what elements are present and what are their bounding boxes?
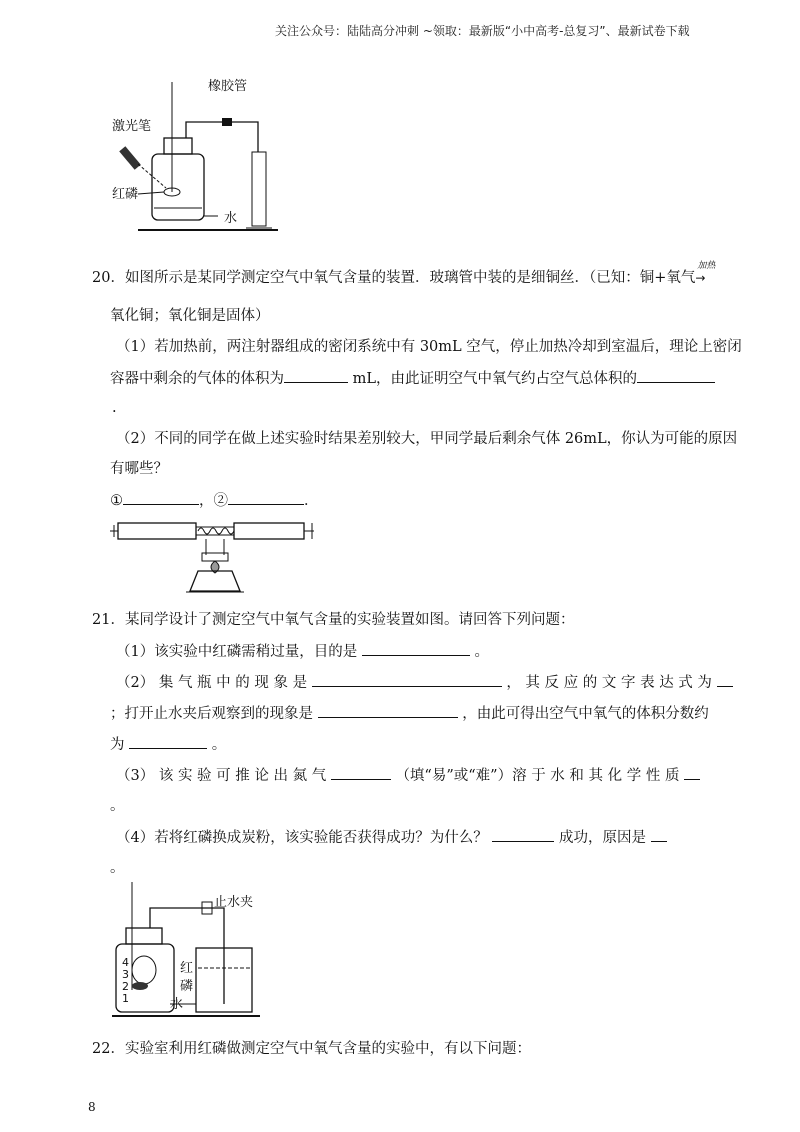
- q20-part2-line2: 有哪些？: [110, 461, 168, 477]
- q21-part2-line2: [110, 703, 709, 724]
- q21-blank-property[interactable]: [684, 765, 700, 780]
- q21-part4-b: 成功，原因是: [558, 830, 646, 846]
- q20-arrow: →: [695, 271, 706, 285]
- label-rubber-tube: 橡胶管: [208, 79, 248, 94]
- mark-2: 2: [122, 980, 129, 993]
- label-red: 红: [180, 961, 194, 976]
- q22-stem: 22．实验室利用红磷做测定空气中氧气含量的实验中，有以下问题：: [92, 1041, 531, 1057]
- mark-1: 1: [122, 992, 129, 1005]
- q21-blank-fraction[interactable]: [129, 734, 207, 749]
- q20-blank-volume[interactable]: [284, 368, 348, 383]
- q21-part3-line1: [116, 765, 700, 786]
- q20-stem-b: 氧化铜；氧化铜是固体）: [110, 308, 270, 324]
- q21-part3-a: （3） 该 实 验 可 推 论 出 氮 气: [116, 768, 327, 784]
- q21-part3-b: （填“易”或“难”）溶 于 水 和 其 化 学 性 质: [395, 768, 680, 784]
- label-water: 水: [224, 211, 238, 226]
- q21-part4-line1: [116, 827, 667, 848]
- figure-syringe-apparatus: [110, 515, 320, 593]
- q21-blank-reason[interactable]: [651, 827, 667, 842]
- label-phosphorus: 磷: [180, 979, 194, 994]
- q20-part1-line1: （1）若加热前，两注射器组成的密闭系统中有 30mL 空气，停止加热冷却到室温后，理论上密闭: [116, 339, 742, 355]
- label-laser-pen: 激光笔: [112, 119, 152, 134]
- q21-part2-e: 为: [110, 737, 125, 753]
- q20-blank-reason-2[interactable]: [228, 490, 304, 505]
- q21-part2-line1: [116, 672, 733, 693]
- label-red-phosphorus: 红磷: [112, 187, 139, 202]
- figure-laser-apparatus: [108, 72, 288, 232]
- mark-4: 4: [122, 956, 129, 969]
- q21-blank-purpose[interactable]: [362, 641, 470, 656]
- q21-part1: [116, 641, 489, 662]
- q21-blank-observation[interactable]: [318, 703, 458, 718]
- q21-part2-line3: [110, 734, 226, 755]
- q21-part1-a: （1）该实验中红磷需稍过量，目的是: [116, 644, 358, 660]
- q20-part1-b1: 容器中剩余的气体的体积为: [110, 371, 284, 387]
- q21-part2-f: 。: [211, 737, 227, 753]
- q20-part2-line1: （2）不同的同学在做上述实验时结果差别较大，甲同学最后剩余气体 26mL，你认为可能的原因: [116, 431, 738, 447]
- q20-answer-1-marker: ①: [110, 493, 123, 509]
- mark-3: 3: [122, 968, 129, 981]
- label-water-clamp: 止水夹: [214, 895, 254, 910]
- q21-part2-c: ；打开止水夹后观察到的现象是: [110, 706, 313, 722]
- q20-blank-reason-1[interactable]: [123, 490, 199, 505]
- q20-answer-2-marker: ，②: [199, 493, 228, 509]
- page-header: 关注公众号：陆陆高分冲刺 ~领取：最新版“小中高考-总复习”、最新试卷下载: [275, 24, 690, 38]
- q21-blank-phenomenon[interactable]: [312, 672, 502, 687]
- q21-part4-a: （4）若将红磷换成炭粉，该实验能否获得成功？为什么？: [116, 830, 488, 846]
- q21-part2-d: ，由此可得出空气中氧气的体积分数约: [462, 706, 709, 722]
- q20-stem-line1: [92, 261, 719, 288]
- q20-part1-period: .: [112, 400, 117, 416]
- q21-blank-equation[interactable]: [717, 672, 733, 687]
- q21-part2-b: ， 其 反 应 的 文 字 表 达 式 为: [506, 675, 712, 691]
- q20-stem-a: 20．如图所示是某同学测定空气中氧气含量的装置．玻璃管中装的是细铜丝．（已知：铜+氧气: [92, 270, 696, 286]
- q20-blank-fraction[interactable]: [637, 368, 715, 383]
- figure-gas-bottle-apparatus: [110, 880, 270, 1018]
- q20-answer-end: ．: [304, 493, 319, 509]
- q20-condition: 加热: [697, 261, 716, 271]
- q21-part3-period: 。: [110, 798, 125, 814]
- q21-blank-success[interactable]: [492, 827, 554, 842]
- q21-stem: 21．某同学设计了测定空气中氧气含量的实验装置如图。请回答下列问题：: [92, 612, 575, 628]
- page-number: 8: [88, 1100, 96, 1114]
- q21-part2-a: （2） 集 气 瓶 中 的 现 象 是: [116, 675, 308, 691]
- q20-part1-b2: mL，由此证明空气中氧气约占空气总体积的: [348, 371, 637, 387]
- q21-part1-b: 。: [474, 644, 489, 660]
- q21-part4-period: 。: [110, 860, 125, 876]
- q20-answer-line: [110, 490, 319, 511]
- q21-blank-solubility[interactable]: [331, 765, 391, 780]
- label-water: 水: [170, 997, 184, 1012]
- q20-part1-line2: [110, 368, 715, 389]
